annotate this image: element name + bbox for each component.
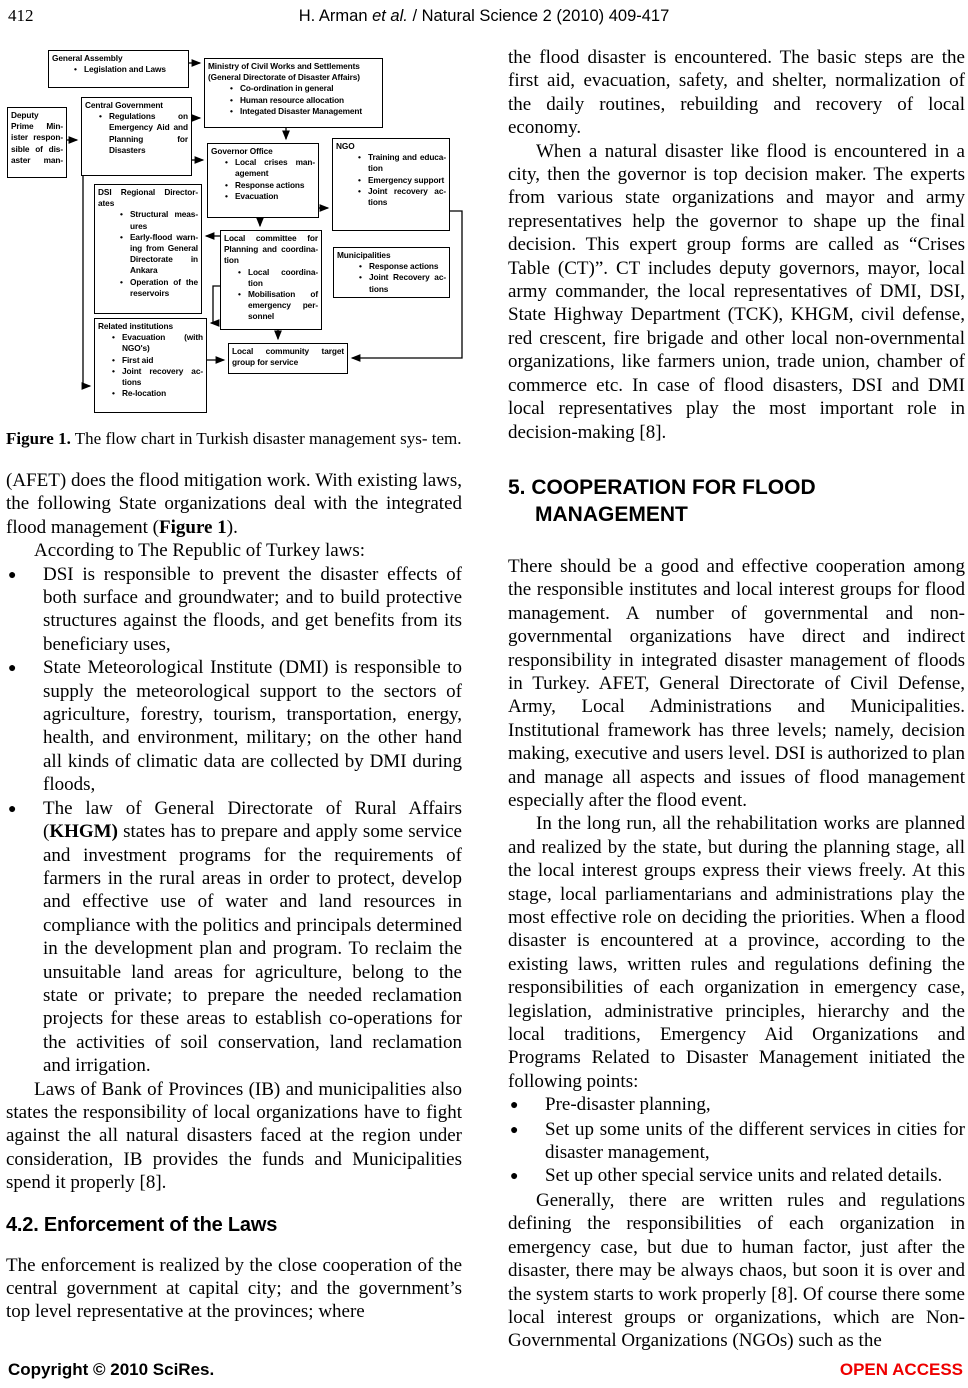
flow-box-item: • Co-ordination in general [230,83,334,94]
bullet-icon: • [225,157,228,168]
bullet-icon: • [120,209,123,220]
list-item: ● State Meteorological Institute (DMI) is responsible to supply the meteorological support to the sectors of agriculture, forestry, tourism, transportation, energy, health, and environment, military; on the other hand all kinds of climatic data are collected by DMI during floods, [8,657,462,796]
flow-box-item: • Operation of the reservoirs [120,276,198,298]
flow-box-general-assembly [48,50,189,88]
list-item: ● DSI is responsible to prevent the disaster effects of both surface and groundwater; and to build protective structures against the floods, and get benefits from its beneficiary uses, [8,563,462,655]
flow-box-lines [11,110,63,166]
flow-box-text: Local community target group for service [232,346,344,368]
flow-box-item: • Integated Disaster Management [230,105,363,116]
flow-box-item: • Evacuation (with NGO's) [112,332,203,354]
paragraph: Laws of Bank of Provinces (IB) and municipalities also states the responsibility of local organizations have to fight against the all natural disasters faced at the region under consideration, IB provides the funds and Municipalities spend it properly [8]. [6,1078,462,1194]
flow-box-item: • Response actions [225,179,305,190]
bullet-icon: ● [510,1098,519,1114]
flow-box-title: NGO [336,141,355,151]
bullet-icon: • [112,388,115,399]
bullet-icon: • [238,289,241,300]
left-column [6,428,462,1324]
bullet-icon: • [112,332,115,343]
flow-box-items [98,209,198,299]
paragraph: (AFET) does the flood mitigation work. With existing laws, the following State organizations deal with the integrated flood management (Figure 1). [6,470,462,538]
flow-box-items [337,261,446,295]
flow-box-items [52,64,185,75]
figure-caption-label: Figure 1. [6,429,71,448]
flow-box-central-government [81,97,192,176]
flow-box-title: Related institutions [98,321,173,331]
flow-box-title: Governor Office [211,146,273,156]
bullet-list [6,563,462,1078]
bullet-icon: • [120,231,123,242]
paragraph: In the long run, all the rehabilitation works are planned and realized by the state, but during the planning stage, all the local interest groups express their views freely. At this stage, local parliamentarians and administrations play the most effective role on deciding the priorities. When a flood disaster is encountered at a province, according to the existing laws, written rules and regulations defining the responsibilities of each organization in emergency case, legislation, administrative principles, hierarchy and the local traditions, Emergency Aid Organizations and Programs Related to Disaster Management initiated the following points: [508,813,965,1092]
bullet-icon: • [112,365,115,376]
line-centralgov-to-related [83,176,90,386]
flow-box-title: Central Government [85,100,163,110]
bullet-icon: • [230,83,233,94]
page-number: 412 [8,6,34,25]
flow-box-item: • Joint Recovery ac- tions [359,272,446,294]
figure-1-flowchart [5,45,475,425]
flow-box-related-institutions [94,318,207,413]
flow-box-item: • Joint recovery ac- tions [358,185,446,208]
flow-box-item: • Mobilisation of emergency per- sonnel [238,289,318,322]
list-item: ● The law of General Directorate of Rural Affairs (KHGM) states has to prepare and apply some service and investment programs for the requirements of farmers in the rural areas in order to protect, develop and effective use of water and land resources in compliance with the politics and principals determined in the development plan and program. To reclaim the unsuitable land areas for agriculture, belong to the state or private; to prepare the needed reclamation projects for these areas to establish co-operations for the activities of soil conservation, land reclamation and irrigation. [8,797,462,1077]
bullet-list [508,1093,965,1189]
bullet-icon: • [358,185,361,196]
bullet-icon: • [358,152,361,163]
flow-box-title: DSI Regional Director- ates [98,187,198,209]
running-header-authors: H. Arman [298,7,373,25]
bullet-icon: • [230,94,233,105]
flow-box-items [211,157,315,202]
flow-box-item: • Re-location [112,388,167,399]
figure-reference: Figure 1 [159,516,227,538]
paragraph: There should be a good and effective cooperation among the responsible institutes and local interest groups for flood management. A number of governmental and non-governmental organizations have direct and indirect responsibility in integrated disaster management of floods in Turkey. AFET, General Directorate of Civil Defense, Army, Local Administrations and Municipalities. Institutional framework has three levels; namely, decision making, executive and users level. DSI is authorized to plan and manage all aspects and issues of flood management especially after the flood event. [508,555,965,811]
bullet-icon: ● [8,801,17,817]
section-heading-4-2: 4.2. Enforcement of the Laws [6,1213,278,1236]
bullet-icon: ● [510,1169,519,1185]
running-header-journal: / Natural Science 2 (2010) 409-417 [407,7,670,25]
flow-box-local-committee [220,230,322,330]
flow-box-title: Ministry of Civil Works and Settlements [208,61,360,71]
flow-box-dsi-regional-directorates [94,184,202,314]
section-heading-5: 5. COOPERATION FOR FLOOD MANAGEMENT [508,475,816,526]
running-header-etal: et al. [372,7,408,25]
flow-box-items [224,267,318,323]
bullet-icon: • [99,111,102,122]
flow-box-item: • Training and educa- tion [358,152,446,174]
flow-box-item: • Human resource allocation [230,94,345,105]
flow-box-line: aster man- [11,154,63,165]
flow-box-item: • Local crises man- agement [225,157,315,179]
flow-box-item: • Structural meas- ures [120,209,198,231]
flow-box-items [85,111,188,156]
open-access-label: OPEN ACCESS [839,1360,963,1379]
right-column [508,46,965,1353]
bullet-icon: ● [8,661,17,677]
copyright-notice: Copyright © 2010 SciRes. [8,1360,215,1379]
bullet-icon: • [230,105,233,116]
bullet-icon: ● [8,567,17,583]
list-item: ● Set up some units of the different services in cities for disaster management, [510,1118,965,1164]
flow-box-ngo [332,138,450,231]
bullet-icon: • [359,272,362,283]
running-header [0,7,968,26]
flow-box-items [208,83,379,117]
list-item: ● Set up other special service units and related details. [508,1164,965,1188]
bullet-icon: • [112,354,115,365]
flow-box-item: • Response actions [359,261,439,272]
flow-box-line: ister respon- [11,132,63,143]
paragraph: the flood disaster is encountered. The basic steps are the first aid, evacuation, safety, and shelter, normalization of the daily routines, rebuilding and recovery of local economy. [508,47,965,139]
bullet-icon: • [74,64,77,75]
flow-box-item: • Regulations on Emergency Aid and Planning for Disasters [99,111,188,155]
flow-box-governor-office [207,143,319,218]
flow-box-items [336,152,446,208]
flow-box-title: General Assembly [52,53,123,63]
flow-box-item: • First aid [112,354,154,365]
paragraph: The enforcement is realized by the close cooperation of the central government at capital city; and the government’s top level representative at the provinces; where [6,1254,462,1323]
flow-box-line: Deputy [11,110,39,120]
flow-box-title: Municipalities [337,250,391,260]
flow-box-municipalities [333,247,450,298]
flow-box-subtitle: (General Directorate of Disaster Affairs) [208,72,360,83]
bullet-icon: • [238,266,241,277]
flow-box-item: • Emergency support [358,174,445,185]
bullet-icon: • [225,190,228,201]
flow-box-local-community [228,343,348,374]
bullet-icon: • [358,174,361,185]
list-item: ● Pre-disaster planning, [508,1093,965,1117]
flow-box-title: Local committee for Planning and coordina- tion [224,233,318,266]
bullet-icon: • [225,179,228,190]
flow-box-line: Prime Min- [11,121,63,132]
flow-box-item: • Legislation and Laws [74,64,166,75]
arrow-committee-to-related [211,286,220,323]
bullet-icon: • [120,276,123,287]
flow-box-item: • Joint recovery ac- tions [112,365,203,388]
bullet-icon: • [359,261,362,272]
paragraph: Generally, there are written rules and regulations defining the responsibilities of each organization in emergency case, but due to human factor, just after the disaster, there may be always chaos, but soon it is over and the system starts to work properly [8]. Of course there some local interest groups or organizations, which are Non-Governmental Organizations (NGOs) such as the [508,1189,965,1352]
flow-box-line: sible of dis- [11,143,63,154]
flow-box-items [98,332,203,399]
flow-box-deputy-prime-minister [7,107,67,178]
flow-box-item: • Evacuation [225,190,279,201]
flow-box-item: • Early-flood warn- ing from General Directorate in Ankara [120,231,198,276]
paragraph: According to The Republic of Turkey laws: [34,540,366,562]
figure-caption-text: The flow chart in Turkish disaster management sys- tem. [70,429,462,448]
flow-box-item: • Local coordina- tion [238,266,318,288]
flow-box-ministry [204,58,383,128]
figure-caption [6,428,462,449]
bullet-icon: ● [510,1122,519,1138]
paragraph: When a natural disaster like flood is encountered in a city, then the governor is top decision maker. The experts from various state organizations and mayor and army representatives help the governor to shape up the final decision. This expert group forms are called as “Crises Table (CT)”. CT includes deputy governors, mayor, local army commander, the local representatives of DMI, DSI, State Highway Department (TCK), KHGM, civil defense, red crescent, fire brigade and other local non-overnmental organizations, like farmers union, trade union, chamber of commerce etc. In case of flood disasters, DSI and DMI local representatives play the most important role in decision-making [8]. [508,140,965,443]
